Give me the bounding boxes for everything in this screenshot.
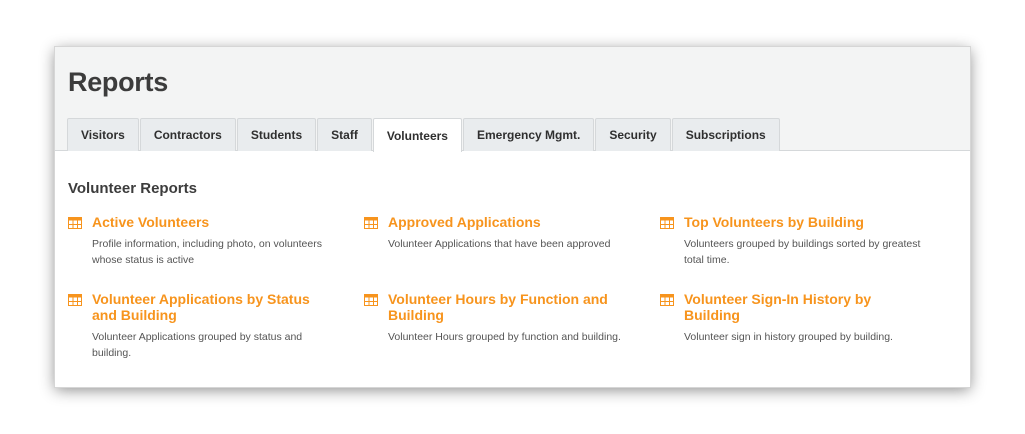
report-tabs bbox=[67, 118, 781, 151]
report-link-top-volunteers-by-building[interactable]: Top Volunteers by Building bbox=[684, 214, 864, 230]
table-grid-icon bbox=[68, 217, 82, 229]
reports-card bbox=[55, 47, 970, 387]
table-grid-icon bbox=[364, 294, 378, 306]
report-item bbox=[364, 291, 634, 345]
report-description: Volunteer Applications grouped by status and building. bbox=[92, 331, 303, 359]
tab-students[interactable]: Students bbox=[237, 118, 316, 151]
report-description: Volunteer sign in history grouped by building. bbox=[684, 331, 893, 343]
tab-emergency-mgmt[interactable]: Emergency Mgmt. bbox=[463, 118, 594, 151]
table-grid-icon bbox=[660, 217, 674, 229]
tab-security[interactable]: Security bbox=[595, 118, 670, 151]
report-link-volunteer-sign-in-history[interactable]: Volunteer Sign-In History by Building bbox=[684, 291, 872, 323]
table-grid-icon bbox=[364, 217, 378, 229]
reports-header bbox=[55, 47, 970, 151]
report-description: Volunteer Hours grouped by function and building. bbox=[388, 331, 621, 343]
report-link-volunteer-hours-by-function[interactable]: Volunteer Hours by Function and Building bbox=[388, 291, 608, 323]
section-title: Volunteer Reports bbox=[68, 180, 197, 197]
report-link-active-volunteers[interactable]: Active Volunteers bbox=[92, 214, 210, 230]
report-description: Volunteer Applications that have been approved bbox=[388, 238, 611, 250]
report-link-approved-applications[interactable]: Approved Applications bbox=[388, 214, 541, 230]
table-grid-icon bbox=[660, 294, 674, 306]
report-item bbox=[68, 214, 338, 268]
report-item bbox=[660, 214, 930, 268]
tab-subscriptions[interactable]: Subscriptions bbox=[672, 118, 780, 151]
tab-volunteers[interactable]: Volunteers bbox=[373, 118, 462, 152]
table-grid-icon bbox=[68, 294, 82, 306]
page-title: Reports bbox=[68, 67, 168, 97]
report-item bbox=[660, 291, 930, 345]
report-description: Volunteers grouped by buildings sorted by greatest total time. bbox=[684, 238, 921, 266]
report-item bbox=[68, 291, 338, 361]
tab-contractors[interactable]: Contractors bbox=[140, 118, 236, 151]
report-link-volunteer-applications-by-status[interactable]: Volunteer Applications by Status and Building bbox=[92, 291, 310, 323]
report-item bbox=[364, 214, 634, 252]
tab-visitors[interactable]: Visitors bbox=[67, 118, 139, 151]
report-description: Profile information, including photo, on volunteers whose status is active bbox=[92, 238, 322, 266]
tab-staff[interactable]: Staff bbox=[317, 118, 372, 151]
